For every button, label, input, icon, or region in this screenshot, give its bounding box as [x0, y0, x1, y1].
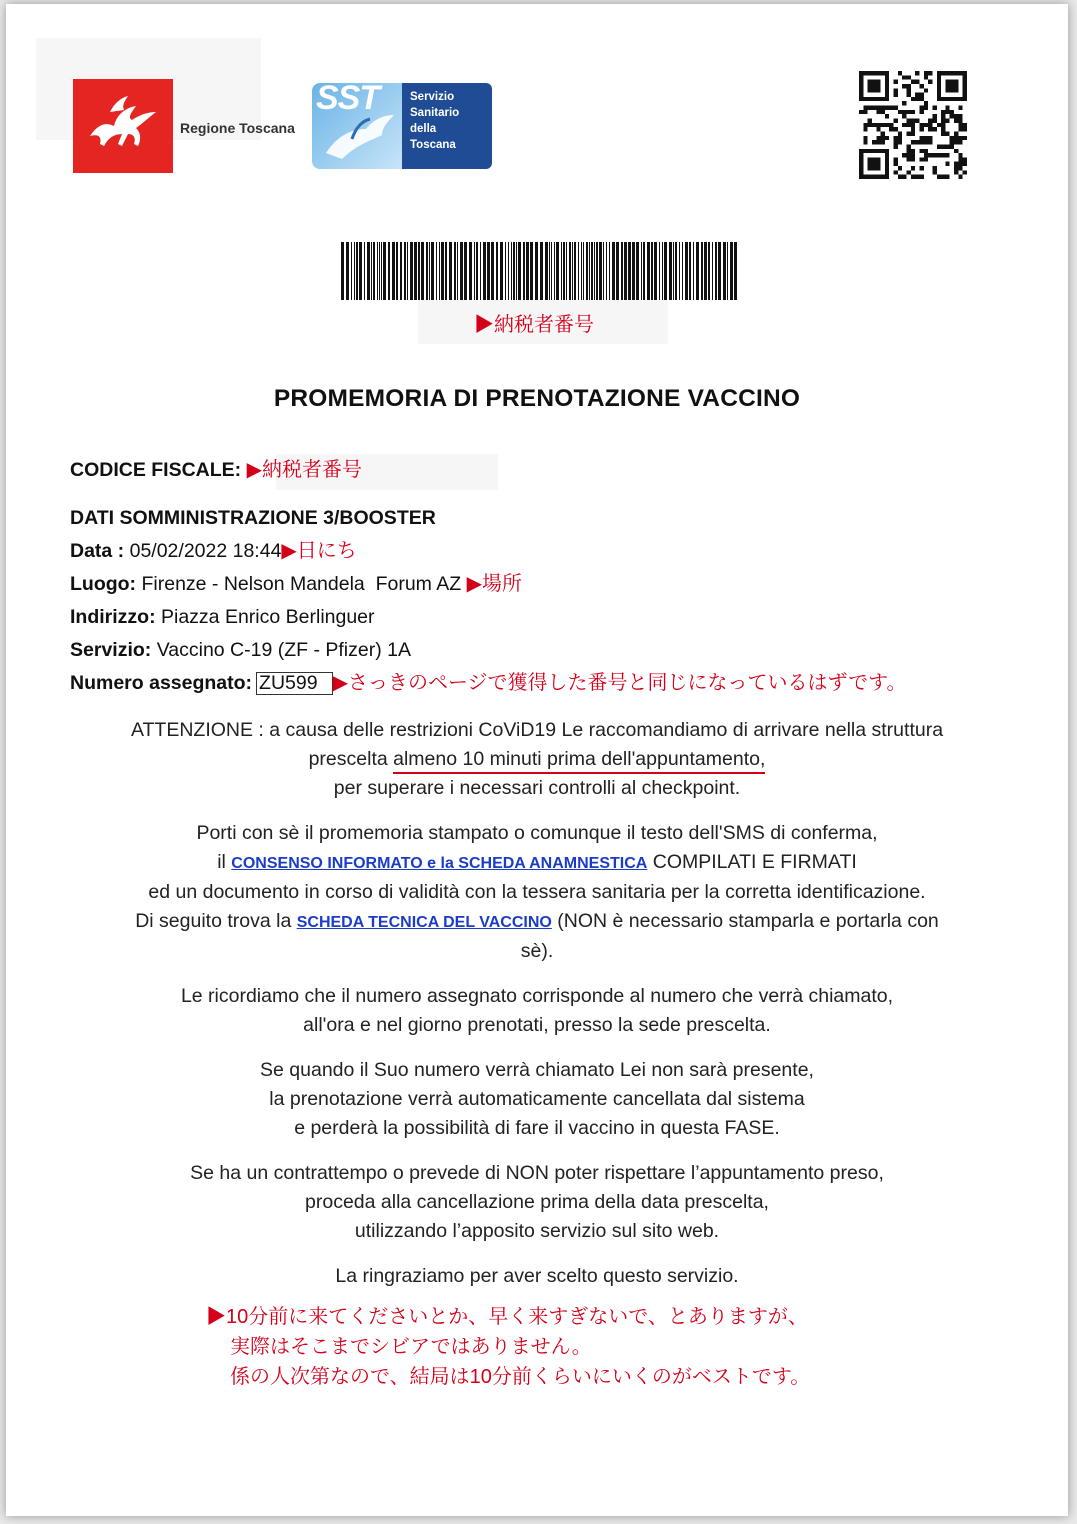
- footnote-line1: ▶10分前に来てくださいとか、早く来すぎないで、とありますが、: [206, 1306, 808, 1328]
- numero-label: Numero assegnato:: [70, 672, 253, 694]
- sst-letters: SST: [316, 79, 380, 117]
- p2-line2-pre: il: [217, 851, 226, 873]
- p2-line4-pre: Di seguito trova la: [135, 910, 292, 932]
- qr-code-icon: [859, 71, 967, 179]
- p2-line1: Porti con sè il promemoria stampato o comunque il testo dell'SMS di conferma,: [196, 822, 878, 844]
- sst-service-label: [402, 83, 492, 169]
- regione-toscana-logo: [73, 79, 173, 173]
- p5-line1: Se ha un contrattempo o prevede di NON poter rispettare l’appuntamento preso,: [190, 1162, 884, 1184]
- p2-line5: sè).: [520, 940, 554, 962]
- p2-line2-post: COMPILATI E FIRMATI: [652, 851, 857, 873]
- barcode-annotation: ▶納税者番号: [474, 314, 594, 336]
- servizio-label: Servizio:: [70, 639, 152, 661]
- p5-line3: utilizzando l’apposito servizio sul sito web.: [354, 1220, 720, 1242]
- data-value: 05/02/2022 18:44: [129, 540, 282, 562]
- instructions: [6, 716, 1068, 1307]
- p1-underlined: almeno 10 minuti prima dell'appuntamento,: [393, 748, 765, 774]
- numero-value: ZU599: [256, 672, 333, 695]
- p1-line2-pre: prescelta: [308, 748, 388, 770]
- p3-line1: Le ricordiamo che il numero assegnato corrisponde al numero che verrà chiamato,: [180, 985, 894, 1007]
- servizio-value: Vaccino C-19 (ZF - Pfizer) 1A: [156, 639, 411, 661]
- pegasus-logo-icon: [80, 86, 166, 166]
- japanese-footnote: [206, 1302, 810, 1392]
- sst-line: Toscana: [410, 139, 456, 151]
- sst-logo-icon: [312, 79, 402, 169]
- luogo-annotation: ▶場所: [466, 573, 522, 595]
- document-page: [6, 4, 1068, 1516]
- footnote-line3: 係の人次第なので、結局は10分前くらいにいくのがベストです。: [230, 1366, 811, 1388]
- sst-bird-icon: [312, 83, 402, 169]
- page-title: PROMEMORIA DI PRENOTAZIONE VACCINO: [273, 385, 801, 412]
- consenso-link[interactable]: CONSENSO INFORMATO e la SCHEDA ANAMNESTICA: [231, 855, 648, 872]
- p5-line2: proceda alla cancellazione prima della data prescelta,: [305, 1191, 769, 1213]
- indirizzo-value: Piazza Enrico Berlinguer: [161, 606, 375, 628]
- scheda-tecnica-link[interactable]: SCHEDA TECNICA DEL VACCINO: [296, 914, 552, 931]
- p4-line2: la prenotazione verrà automaticamente cancellata dal sistema: [269, 1088, 805, 1110]
- data-label: Data :: [70, 540, 125, 562]
- data-annotation: ▶日にち: [281, 540, 357, 562]
- barcode-icon: [339, 242, 739, 300]
- codice-annotation: ▶納税者番号: [246, 459, 362, 481]
- indirizzo-label: Indirizzo:: [70, 606, 156, 628]
- sst-line: della: [410, 123, 437, 135]
- p2-line3: ed un documento in corso di validità con la tessera sanitaria per la corretta identificazione.: [148, 881, 926, 903]
- luogo-value: Firenze - Nelson Mandela Forum AZ: [141, 573, 462, 595]
- numero-annotation: ▶さっきのページで獲得した番号と同じになっているはずです。: [332, 672, 907, 694]
- section-heading: DATI SOMMINISTRAZIONE 3/BOOSTER: [70, 507, 436, 529]
- p4-line1: Se quando il Suo numero verrà chiamato Lei non sarà presente,: [260, 1059, 814, 1081]
- p2-line4-post: (NON è necessario stamparla e portarla con: [557, 910, 939, 932]
- codice-label: CODICE FISCALE:: [70, 459, 242, 481]
- region-name: Regione Toscana: [180, 120, 295, 136]
- sst-line: Servizio: [410, 91, 455, 103]
- p6-line1: La ringraziamo per aver scelto questo servizio.: [335, 1265, 739, 1287]
- footnote-line2: 実際はそこまでシビアではありません。: [230, 1336, 592, 1358]
- booking-details: [70, 454, 907, 700]
- sst-line: Sanitario: [410, 107, 460, 119]
- p3-line2: all'ora e nel giorno prenotati, presso la sede prescelta.: [303, 1014, 771, 1036]
- p4-line3: e perderà la possibilità di fare il vaccino in questa FASE.: [294, 1117, 780, 1139]
- p1-line1: ATTENZIONE : a causa delle restrizioni CoViD19 Le raccomandiamo di arrivare nella struttura: [130, 719, 944, 741]
- luogo-label: Luogo:: [70, 573, 137, 595]
- p1-line3: per superare i necessari controlli al checkpoint.: [333, 777, 741, 799]
